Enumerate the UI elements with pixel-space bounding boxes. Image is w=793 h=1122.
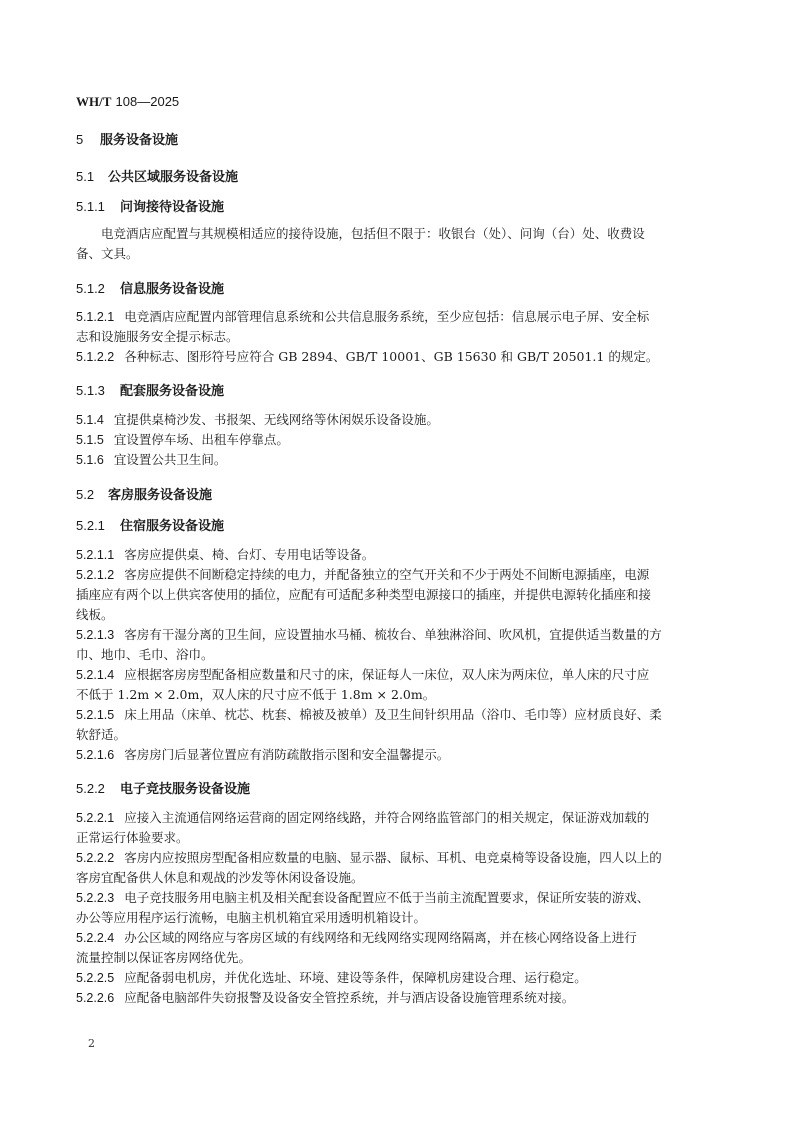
paragraph-5-1-1: 电竞酒店应配置与其规模相适应的接待设施，包括但不限于：收银台（处）、问询（台）处、收费设 备、文具。: [76, 226, 645, 261]
clause-5-1-4: 5.1.4 宜提供桌椅沙发、书报架、无线网络等休闲娱乐设备设施。: [76, 412, 439, 427]
clause-5-2-2-6: 5.2.2.6 应配备电脑部件失窃报警及设备安全管控系统，并与酒店设备设施管理系统对接。: [76, 990, 575, 1005]
clause-5-1-2-2: 5.1.2.2 各种标志、图形符号应符合 GB 2894、GB/T 10001、GB 15630 和 GB/T 20501.1 的规定。: [76, 349, 659, 364]
clause-5-2-1-5: 5.2.1.5 床上用品（床单、枕芯、枕套、棉被及被单）及卫生间针织用品（浴巾、毛巾等）应材质良好、柔 软舒适。: [76, 707, 662, 742]
clause-5-2-2-1: 5.2.2.1 应接入主流通信网络运营商的固定网络线路，并符合网络监管部门的相关规定，保证游戏加载的 正常运行体验要求。: [76, 810, 650, 845]
heading-5-1: 5.1 公共区域服务设备设施: [76, 169, 239, 185]
clause-5-2-1-1: 5.2.1.1 客房应提供桌、椅、台灯、专用电话等设备。: [76, 547, 375, 562]
heading-5-2-1: 5.2.1 住宿服务设备设施: [76, 518, 225, 534]
clause-5-2-2-2: 5.2.2.2 客房内应按照房型配备相应数量的电脑、显示器、鼠标、耳机、电竞桌椅等设备设施，四人以上的 客房宜配备供人休息和观战的沙发等休闲设备设施。: [76, 850, 662, 885]
heading-5-1-1: 5.1.1 问询接待设备设施: [76, 199, 225, 215]
heading-5-2: 5.2 客房服务设备设施: [76, 487, 213, 503]
clause-5-2-1-6: 5.2.1.6 客房房门后显著位置应有消防疏散指示图和安全温馨提示。: [76, 747, 450, 762]
heading-5-1-3: 5.1.3 配套服务设备设施: [76, 383, 225, 399]
clause-5-2-1-3: 5.2.1.3 客房有干湿分离的卫生间，应设置抽水马桶、梳妆台、单独淋浴间、吹风机，宜提供适当数量的方 巾、地巾、毛巾、浴巾。: [76, 627, 662, 662]
page-number: 2: [88, 1037, 95, 1050]
heading-5: 5 服务设备设施: [76, 132, 179, 148]
heading-5-1-2: 5.1.2 信息服务设备设施: [76, 281, 225, 297]
standard-number: 108—2025: [115, 94, 180, 109]
clause-5-2-2-5: 5.2.2.5 应配备弱电机房，并优化选址、环境、建设等条件，保障机房建设合理、运行稳定。: [76, 970, 587, 985]
clause-5-1-5: 5.1.5 宜设置停车场、出租车停靠点。: [76, 432, 289, 447]
standard-prefix: WH/T: [76, 94, 112, 109]
heading-5-2-2: 5.2.2 电子竞技服务设备设施: [76, 781, 251, 797]
clause-5-1-6: 5.1.6 宜设置公共卫生间。: [76, 452, 227, 467]
clause-5-1-2-1: 5.1.2.1 电竞酒店应配置内部管理信息系统和公共信息服务系统，至少应包括：信息展示电子屏、安全标 志和设施服务安全提示标志。: [76, 309, 650, 344]
clause-5-2-2-3: 5.2.2.3 电子竞技服务用电脑主机及相关配套设备配置应不低于当前主流配置要求，保证所安装的游戏、 办公等应用程序运行流畅，电脑主机机箱宜采用透明机箱设计。: [76, 890, 650, 925]
clause-5-2-1-4: 5.2.1.4 应根据客房房型配备相应数量和尺寸的床，保证每人一床位，双人床为两床位，单人床的尺寸应 不低于 1.2m × 2.0m，双人床的尺寸应不低于 1.8m × 2.0m。: [76, 667, 650, 702]
clause-5-2-1-2: 5.2.1.2 客房应提供不间断稳定持续的电力，并配备独立的空气开关和不少于两处不间断电源插座，电源 插座应有两个以上供宾客使用的插位，应配有可适配多种类型电源接口的插座，并提供电源转化插座和接 线板。: [76, 567, 652, 622]
standard-code: [76, 94, 179, 110]
clause-5-2-2-4: 5.2.2.4 办公区域的网络应与客房区域的有线网络和无线网络实现网络隔离，并在核心网络设备上进行 流量控制以保证客房网络优先。: [76, 930, 637, 965]
